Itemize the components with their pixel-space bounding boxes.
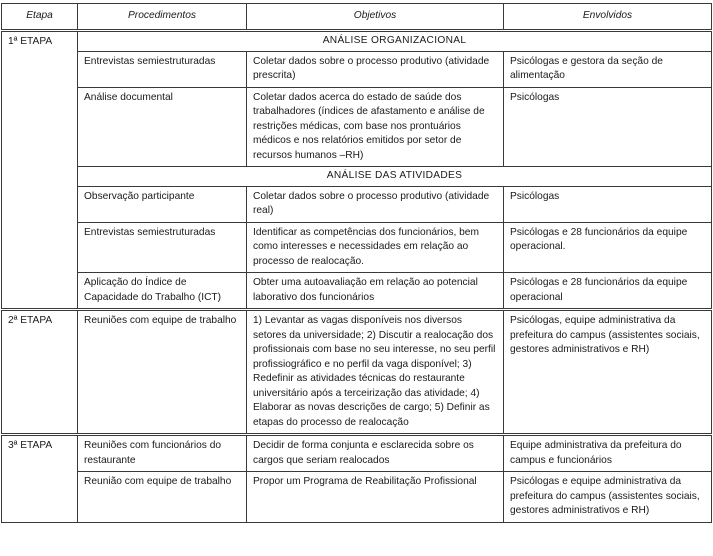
envolvidos-cell: Psicólogas: [504, 186, 712, 222]
objetivo-cell: Identificar as competências dos funcionários, bem como interesses e necessidades em relação ao processo de realocação.: [247, 222, 504, 273]
table-row: [2, 310, 712, 435]
header-procedimentos: Procedimentos: [78, 4, 247, 31]
procedimento-cell: Entrevistas semiestruturadas: [78, 222, 247, 273]
objetivo-cell: Coletar dados sobre o processo produtivo (atividade real): [247, 186, 504, 222]
procedimento-cell: Reuniões com equipe de trabalho: [78, 310, 247, 435]
table-row: [2, 87, 712, 167]
procedimento-cell: Aplicação do Índice de Capacidade do Trabalho (ICT): [78, 273, 247, 310]
procedimento-cell: Reunião com equipe de trabalho: [78, 472, 247, 523]
section-row: [2, 31, 712, 52]
procedimento-cell: Entrevistas semiestruturadas: [78, 51, 247, 87]
etapa-1-cell: 1ª ETAPA: [2, 31, 78, 310]
section-row: [2, 167, 712, 187]
table-row: [2, 472, 712, 523]
header-objetivos: Objetivos: [247, 4, 504, 31]
objetivo-cell: Obter uma autoavaliação em relação ao potencial laborativo dos funcionários: [247, 273, 504, 310]
envolvidos-cell: Equipe administrativa da prefeitura do campus e funcionários: [504, 435, 712, 472]
envolvidos-cell: Psicólogas e 28 funcionários da equipe operacional: [504, 273, 712, 310]
objetivo-cell: Decidir de forma conjunta e esclarecida sobre os cargos que seriam realocados: [247, 435, 504, 472]
objetivo-cell: Coletar dados acerca do estado de saúde dos trabalhadores (índices de afastamento e análise de restrições médicas, com base nos prontuários médicos e nos relatórios emitidos por setor de recursos humanos –RH): [247, 87, 504, 167]
etapa-2-cell: 2ª ETAPA: [2, 310, 78, 435]
etapa-3-cell: 3ª ETAPA: [2, 435, 78, 523]
envolvidos-cell: Psicólogas e 28 funcionários da equipe operacional.: [504, 222, 712, 273]
objetivo-cell: 1) Levantar as vagas disponíveis nos diversos setores da universidade; 2) Discutir a realocação dos profissionais com base no seu interesse, no seu perfil profissiográfico e no perfil da vaga disponível; 3) Redefinir as atividades técnicas do restaurante universitário após a terceirização das atividade; 4) Elaborar as novas descrições de cargo; 5) Definir as etapas do processo de realocação: [247, 310, 504, 435]
section-analise-atividades: ANÁLISE DAS ATIVIDADES: [78, 167, 712, 187]
table-row: [2, 186, 712, 222]
section-analise-organizacional: ANÁLISE ORGANIZACIONAL: [78, 31, 712, 52]
envolvidos-cell: Psicólogas: [504, 87, 712, 167]
procedimento-cell: Reuniões com funcionários do restaurante: [78, 435, 247, 472]
header-envolvidos: Envolvidos: [504, 4, 712, 31]
procedures-table: [1, 3, 712, 523]
objetivo-cell: Coletar dados sobre o processo produtivo (atividade prescrita): [247, 51, 504, 87]
header-etapa: Etapa: [2, 4, 78, 31]
envolvidos-cell: Psicólogas e equipe administrativa da prefeitura do campus (assistentes sociais, gestores administrativos e RH): [504, 472, 712, 523]
table-row: [2, 435, 712, 472]
table-row: [2, 222, 712, 273]
envolvidos-cell: Psicólogas, equipe administrativa da prefeitura do campus (assistentes sociais, gestores administrativos e RH): [504, 310, 712, 435]
procedimento-cell: Análise documental: [78, 87, 247, 167]
envolvidos-cell: Psicólogas e gestora da seção de alimentação: [504, 51, 712, 87]
header-row: [2, 4, 712, 31]
table-row: [2, 51, 712, 87]
procedimento-cell: Observação participante: [78, 186, 247, 222]
objetivo-cell: Propor um Programa de Reabilitação Profissional: [247, 472, 504, 523]
table-row: [2, 273, 712, 310]
